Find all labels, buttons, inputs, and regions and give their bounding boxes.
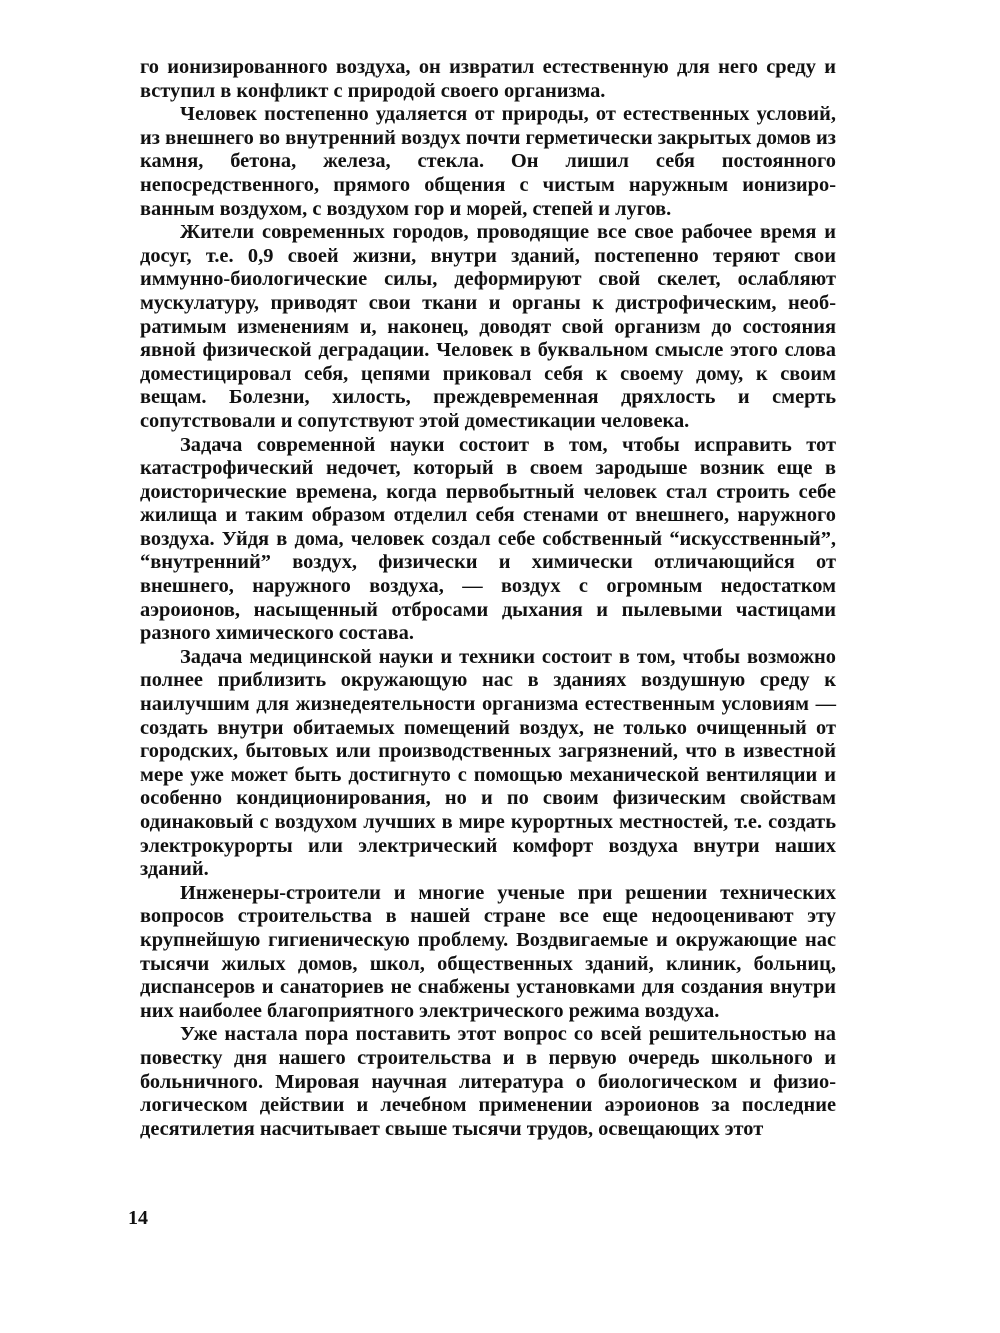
- paragraph-1: го ионизированного воздуха, он извратил естественную для него среду и вступил в конфликт с природой своего организма.: [140, 56, 836, 102]
- paragraph-4: Задача современной науки состоит в том, чтобы исправить тот катастрофический недочет, который в своем зародыше возник еще в доисторические времена, когда первобытный человек стал строить себе жилища и таким образом отделил себя стенами от внешнего, наружного воздуха. Уйдя в дома, человек создал себе собственный “искусственный”, “внутренний” воздух, физически и химически отличающийся от внешнего, наружного воздуха, — воздух с огромным недостатком аэроионов, насыщенный отбросами дыхания и пылевыми частицами разного химического состава.: [140, 433, 836, 645]
- page-text: [140, 56, 836, 1141]
- paragraph-5: Задача медицинской науки и техники состоит в том, чтобы возможно полнее приблизить окружающую нас в зданиях воздушную среду к наилучшим для жизнедеятельности организма естественным условиям — создать внутри обитаемых помещений воздух, не только очищенный от городских, бытовых или производственных загрязнений, что в известной мере уже может быть достигнуто с помощью механической вентиляции и особенно кондиционирования, но и по своим физическим свойствам одинаковый с воздухом лучших в мире курортных местностей, т.е. создать электрокурорты или электрический комфорт воздуха внутри наших зданий.: [140, 645, 836, 881]
- paragraph-7: Уже настала пора поставить этот вопрос со всей решительностью на повестку дня нашего строительства и в первую очередь школьного и больничного. Мировая научная литература о биологическом и физиологическом действии и лечебном применении аэроионов за последние десятилетия насчитывает свыше тысячи трудов, освещающих этот: [140, 1023, 836, 1140]
- paragraph-6: Инженеры-строители и многие ученые при решении технических вопросов строительства в нашей стране все еще недооценивают эту крупнейшую гигиеническую проблему. Воздвигаемые и окружающие нас тысячи жилых домов, школ, общественных зданий, клиник, больниц, диспансеров и санаториев не снабжены установками для создания внутри них наиболее благоприятного электрического режима воздуха.: [140, 881, 836, 1022]
- paragraph-2: Человек постепенно удаляется от природы, от естественных условий, из внешнего во внутренний воздух почти герметически закрытых домов из камня, бетона, железа, стекла. Он лишил себя постоянного непосредственного, прямого общения с чистым наружным ионизированным воздухом, с воздухом гор и морей, степей и лугов.: [140, 103, 836, 220]
- paragraph-3: Жители современных городов, проводящие все свое рабочее время и досуг, т.е. 0,9 своей жизни, внутри зданий, постепенно теряют свои иммунно-биологические силы, деформируют свой скелет, ослабляют мускулатуру, приводят свои ткани и органы к дистрофическим, необратимым изменениям и, наконец, доводят свой организм до состояния явной физической деградации. Человек в буквальном смысле этого слова доместицировал себя, цепями приковал себя к своему дому, к своим вещам. Болезни, хилость, преждевременная дряхлость и смерть сопутствовали и сопутствуют этой доместикации человека.: [140, 221, 836, 432]
- page-number: 14: [128, 1207, 148, 1229]
